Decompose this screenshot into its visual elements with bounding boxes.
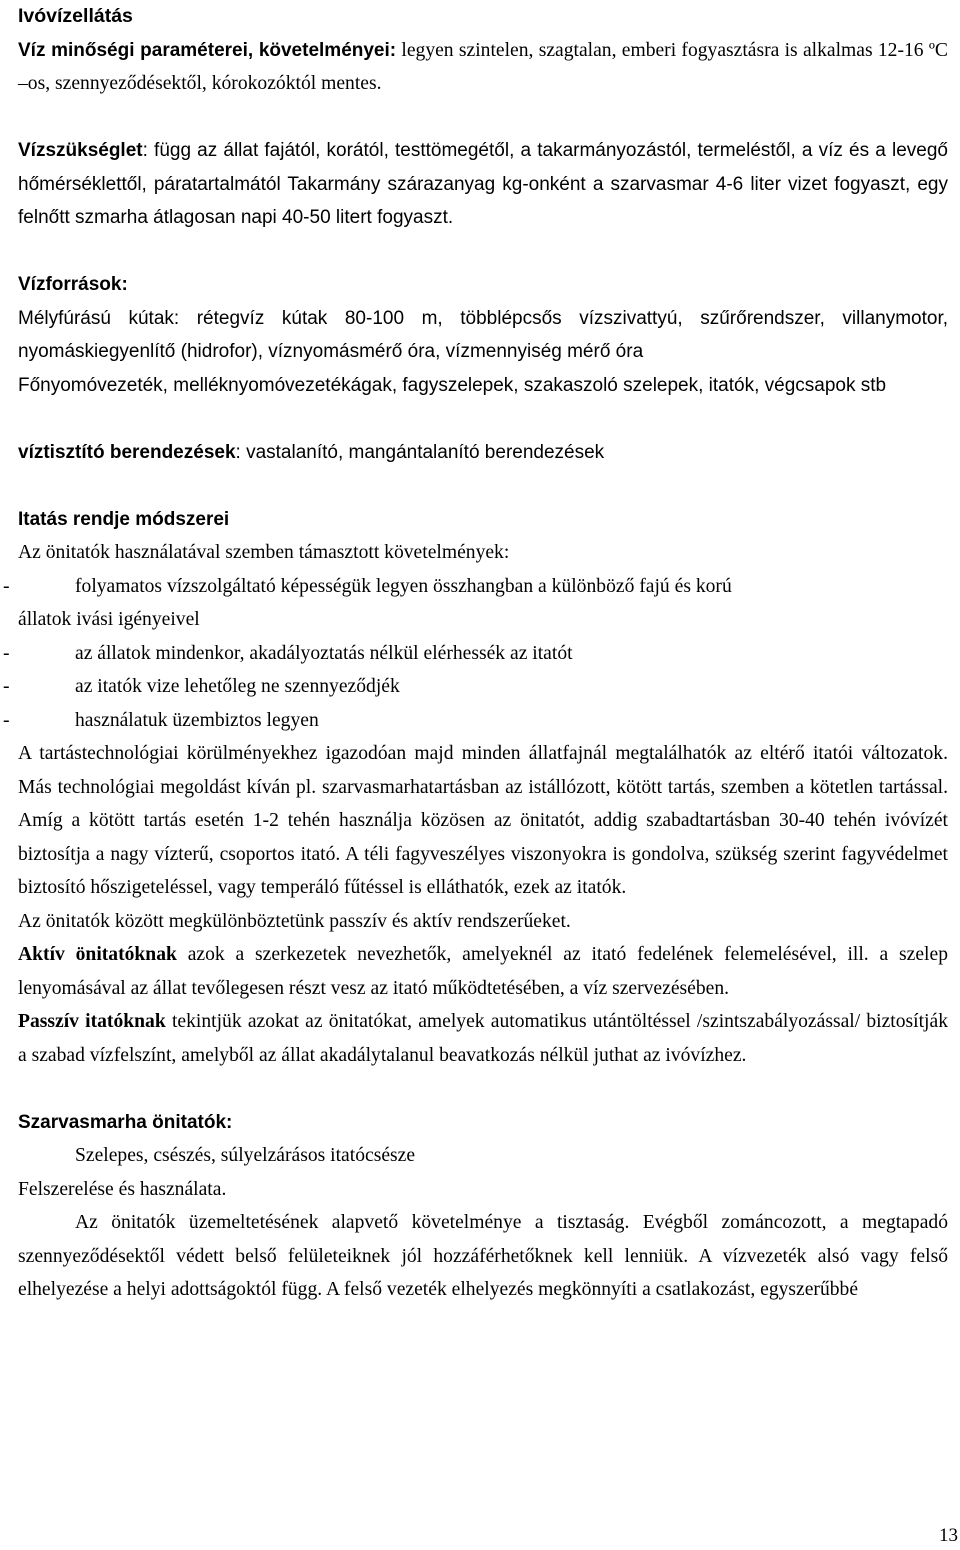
active-drinker-paragraph: Aktív önitatóknak azok a szerkezetek nevezhetők, amelyeknél az itató fedelének felemelésével, ill. a szelep lenyomásával az állat tevőlegesen részt vesz az itató működtetésében, a víz szervezésében. (18, 944, 948, 999)
water-quality-label: Víz minőségi paraméterei, követelményei: (18, 39, 397, 61)
document-page (3, 0, 948, 1307)
requirement-item: - folyamatos vízszolgáltató képességük legyen összhangban a különböző fajú és korú (3, 575, 732, 597)
cattle-drinkers-title: Szarvasmarha önitatók: (18, 1111, 233, 1133)
requirement-item: - az itatók vize lehetőleg ne szennyeződjék (3, 676, 400, 697)
water-need-paragraph (18, 134, 948, 235)
requirement-item: - az állatok mindenkor, akadályoztatás nélkül elérhessék az itatót (3, 642, 573, 664)
requirements-intro: Az önitatók használatával szemben támasztott követelmények: (18, 542, 510, 563)
water-quality-text: legyen szintelen, szagtalan, emberi fogyasztásra is alkalmas 12-16 ºC –os, szennyeződésektől, kórokozóktól mentes. (18, 39, 948, 94)
requirement-item-continuation: állatok ivási igényeivel (18, 609, 200, 630)
section-heading: Ivóvízellátás (18, 5, 133, 27)
maintenance-paragraph: Az önitatók üzemeltetésének alapvető követelménye a tisztaság. Evégből zománcozott, a megtapadó szennyeződésektől védett belső felületeiknek jól hozzáférhetőknek kell lenniük. A vízvezeték alsó vagy felső elhelyezése a helyi adottságoktól függ. A felső vezeték elhelyezés megkönnyíti a csatlakozást, egyszerűbbé (18, 1212, 948, 1300)
distinguish-paragraph: Az önitatók között megkülönböztetünk passzív és aktív rendszerűeket. (18, 910, 571, 932)
water-sources-line2: Főnyomóvezeték, melléknyomóvezetékágak, fagyszelepek, szakaszoló szelepek, itatók, végcsapok stb (18, 374, 887, 396)
water-need-label: Vízszükséglet (18, 140, 143, 161)
purifier-text: : vastalanító, mangántalanító berendezések (235, 441, 605, 463)
installation-line: Felszerelése és használata. (18, 1178, 227, 1200)
technology-paragraph: A tartástechnológiai körülményekhez igazodóan majd minden állatfajnál megtalálhatók az eltérő itatói változatok. Más technológiai megoldást kíván pl. szarvasmarhatartásban az istállózott, kötött tartás, szemben a kötetlen tartással. Amíg a kötött tartás esetén 1-2 tehén használja közösen az önitatót, addig szabadtartásban 30-40 tehén ivóvízét biztosítja a nagy vízterű, csoportos itató. A téli fagyveszélyes viszonyokra is gondolva, szükség szerint fagyvédelmet biztosító hőszigeteléssel, vagy temperáló fűtéssel is elláthatók, ezek az itatók. (18, 743, 948, 898)
water-sources-label: Vízforrások: (18, 274, 128, 295)
requirement-item: - használatuk üzembiztos legyen (3, 709, 319, 731)
purifier-paragraph (18, 436, 948, 470)
water-quality-paragraph (18, 34, 948, 101)
water-sources-line1: Mélyfúrású kútak: rétegvíz kútak 80-100 m, többlépcsős vízszivattyú, szűrőrendszer, villanymotor, nyomáskiegyenlítő (hidrofor), víznyomásmérő óra, vízmennyiség mérő óra (18, 307, 948, 362)
passive-drinker-paragraph: Passzív itatóknak tekintjük azokat az önitatókat, amelyek automatikus utántöltéssel /szintszabályozással/ biztosítják a szabad vízfelszínt, amelyből az állat akadálytalanul beavatkozás nélkül juthat az ivóvízhez. (18, 1011, 948, 1066)
active-drinker-label: Aktív önitatóknak (18, 944, 177, 965)
watering-title: Itatás rendje módszerei (18, 508, 230, 530)
passive-drinker-label: Passzív itatóknak (18, 1011, 166, 1032)
page-number: 13 (939, 1525, 958, 1546)
water-sources-label-line (18, 268, 948, 302)
purifier-label: víztisztító berendezések (18, 441, 236, 463)
cattle-drinkers-types: Szelepes, csészés, súlyelzárásos itatócsésze (75, 1145, 416, 1166)
water-need-text: : függ az állat fajától, korától, testtömegétől, a takarmányozástól, termeléstől, a víz és a levegő hőmérséklettől, páratartalmától Takarmány szárazanyag kg-onként a szarvasmar 4-6 liter vizet fogyaszt, egy felnőtt szmarha átlagosan napi 40-50 litert fogyaszt. (18, 140, 948, 228)
